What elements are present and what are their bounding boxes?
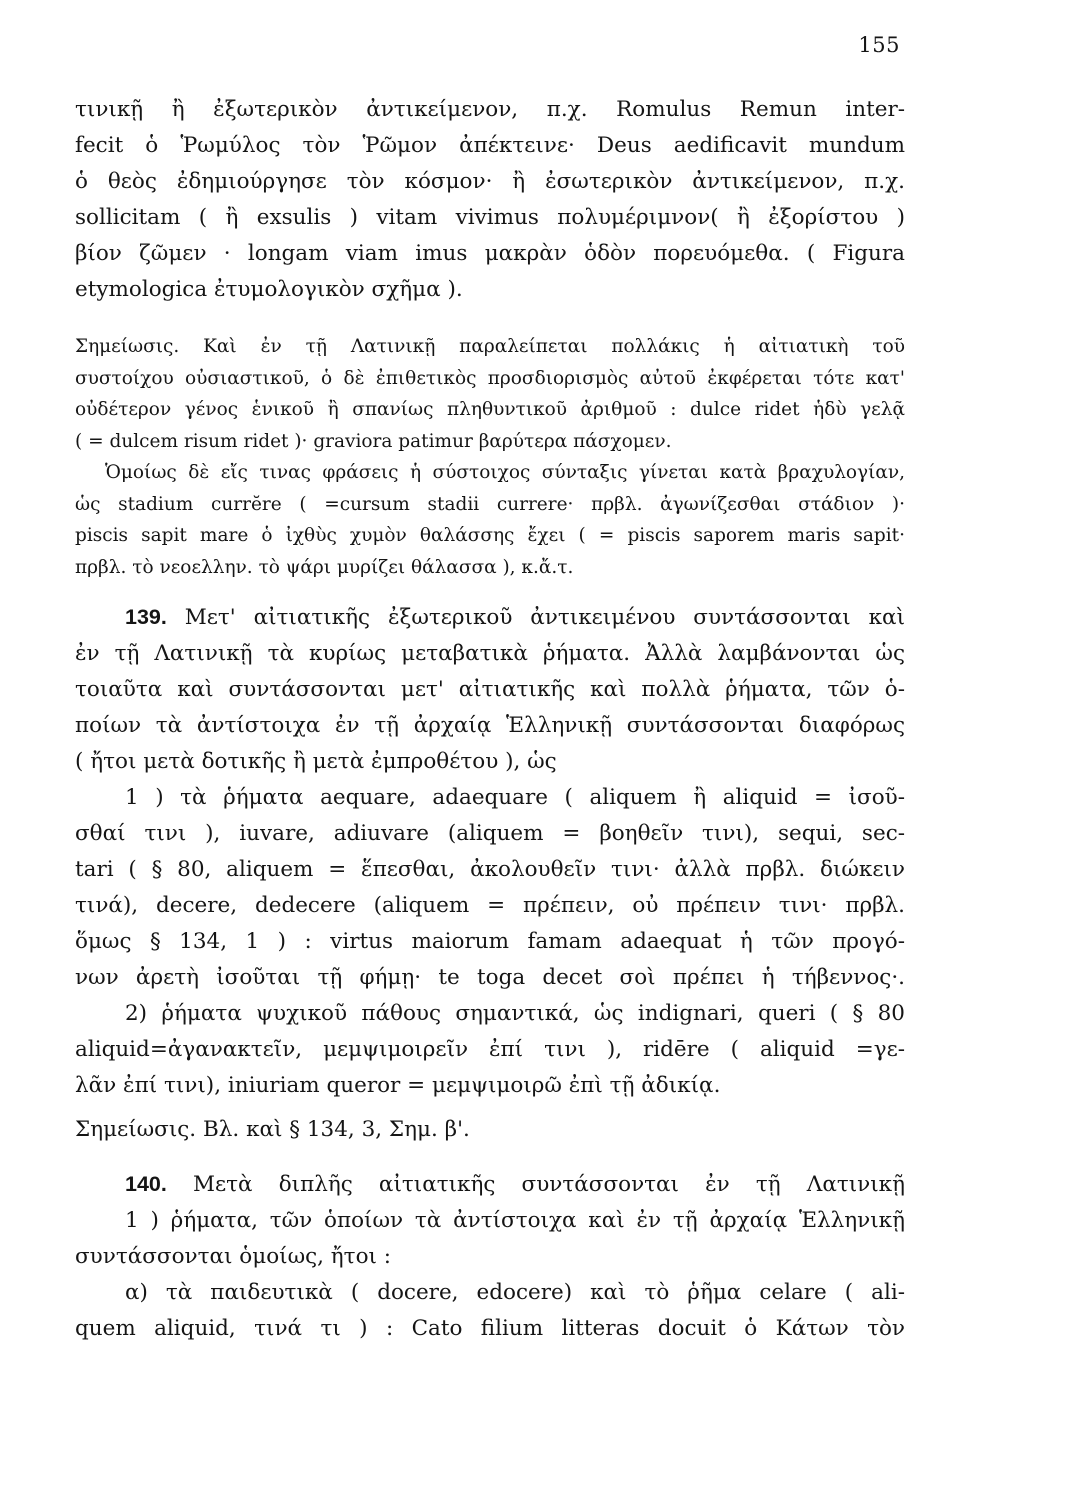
note-reference [75,1112,905,1148]
note-accusative-omission [75,331,905,583]
text-line: sollicitam ( ἢ exsulis ) vitam vivimus πολυμέριμνον( ἢ ἐξορίστου ) [75,205,905,230]
section-139 [75,599,905,1104]
text-line: 1 ) τὰ ῥήματα aequare, adaequare ( aliquem ἢ aliquid = ἰσοῦ- [125,785,905,810]
text-line: τοιαῦτα καὶ συντάσσονται μετ' αἰτιατικῆς καὶ πολλὰ ῥήματα, τῶν ὁ- [75,677,905,702]
section-heading-line [75,599,905,636]
text-line: piscis sapit mare ὁ ἰχθὺς χυμὸν θαλάσσης ἔχει ( = piscis saporem maris sapit· [75,525,905,546]
text-line: ὡς stadium currĕre ( =cursum stadii currere· πρβλ. ἀγωνίζεσθαι στάδιον )· [75,493,905,515]
text-line: συντάσσονται ὁμοίως, ἤτοι : [75,1244,392,1269]
section-number: 139. [125,605,167,629]
text-line: πρβλ. τὸ νεοελλην. τὸ ψάρι μυρίζει θάλασσα ), κ.ἄ.τ. [75,556,574,578]
text-line: ποίων τὰ ἀντίστοιχα ἐν τῇ ἀρχαίᾳ Ἑλληνικῇ συντάσσονται διαφόρως [75,713,905,738]
text-line: fecit ὁ Ῥωμύλος τὸν Ῥῶμον ἀπέκτεινε· Deus aedificavit mundum [75,133,905,158]
text-line: quem aliquid, τινά τι ) : Cato filium litteras docuit ὁ Κάτων τὸν [75,1316,905,1341]
paragraph-object-examples [75,92,905,308]
text-line: συστοίχου οὐσιαστικοῦ, ὁ δὲ ἐπιθετικὸς προσδιορισμὸς αὐτοῦ ἐκφέρεται τότε κατ' [75,367,905,389]
page-number: 155 [858,33,900,57]
text-line: νων ἀρετὴ ἰσοῦται τῇ φήμῃ· te toga decet σοὶ πρέπει ἡ τήβεννος·. [75,965,905,990]
text-line: Ὁμοίως δὲ εἴς τινας φράσεις ἡ σύστοιχος σύνταξις γίνεται κατὰ βραχυλογίαν, [105,462,905,483]
text-line: 2) ῥήματα ψυχικοῦ πάθους σημαντικά, ὡς indignari, queri ( § 80 [125,1001,905,1026]
text-line: τινά), decere, dedecere (aliquem = πρέπειν, οὐ πρέπειν τινι· πρβλ. [75,893,905,918]
text-line: ὁ θεὸς ἐδημιούργησε τὸν κόσμον· ἢ ἐσωτερικὸν ἀντικείμενον, π.χ. [75,169,905,194]
text-line: τινικῇ ἢ ἐξωτερικὸν ἀντικείμενον, π.χ. Romulus Remun inter- [75,97,905,122]
text-line: etymologica ἐτυμολογικὸν σχῆμα ). [75,277,463,302]
text-line: βίον ζῶμεν · longam viam imus μακρὰν ὁδὸν πορευόμεθα. ( Figura [75,241,905,266]
text-line: Σημείωσις. Καὶ ἐν τῇ Λατινικῇ παραλείπεται πολλάκις ἡ αἰτιατικὴ τοῦ [75,336,905,357]
text-line: ( ἤτοι μετὰ δοτικῆς ἢ μετὰ ἐμπροθέτου ), ὡς [75,749,557,774]
text-line: ἐν τῇ Λατινικῇ τὰ κυρίως μεταβατικὰ ῥήματα. Ἀλλὰ λαμβάνονται ὡς [75,641,905,666]
text-line: tari ( § 80, aliquem = ἕπεσθαι, ἀκολουθεῖν τινι· ἀλλὰ πρβλ. διώκειν [75,857,905,882]
text-line: ὅμως § 134, 1 ) : virtus maiorum famam adaequat ἡ τῶν προγό- [75,929,905,954]
text-line: οὐδέτερον γένος ἑνικοῦ ἢ σπανίως πληθυντικοῦ ἀριθμοῦ : dulce ridet ἡδὺ γελᾷ [75,399,905,420]
text-line: ( = dulcem risum ridet )· graviora patimur βαρύτερα πάσχομεν. [75,430,672,452]
text-line: Μετὰ διπλῆς αἰτιατικῆς συντάσσονται ἐν τῇ Λατινικῇ [166,1172,905,1197]
section-number: 140. [125,1172,167,1196]
section-heading-line [75,1166,905,1203]
text-line: σθαί τινι ), iuvare, adiuvare (aliquem = βοηθεῖν τινι), sequi, sec- [75,821,905,846]
text-line: Σημείωσις. Βλ. καὶ § 134, 3, Σημ. β'. [75,1117,470,1142]
section-140 [75,1166,905,1347]
text-line: Μετ' αἰτιατικῆς ἐξωτερικοῦ ἀντικειμένου συντάσσονται καὶ [166,605,905,630]
text-line: α) τὰ παιδευτικὰ ( docere, edocere) καὶ τὸ ῥῆμα celare ( ali- [125,1280,905,1305]
text-line: 1 ) ῥήματα, τῶν ὁποίων τὰ ἀντίστοιχα καὶ ἐν τῇ ἀρχαίᾳ Ἑλληνικῇ [125,1208,905,1233]
text-line: aliquid=ἀγανακτεῖν, μεμψιμοιρεῖν ἐπί τινι ), ridēre ( aliquid =γε- [75,1037,905,1062]
text-line: λᾶν ἐπί τινι), iniuriam queror = μεμψιμοιρῶ ἐπὶ τῇ ἀδικίᾳ. [75,1073,721,1098]
